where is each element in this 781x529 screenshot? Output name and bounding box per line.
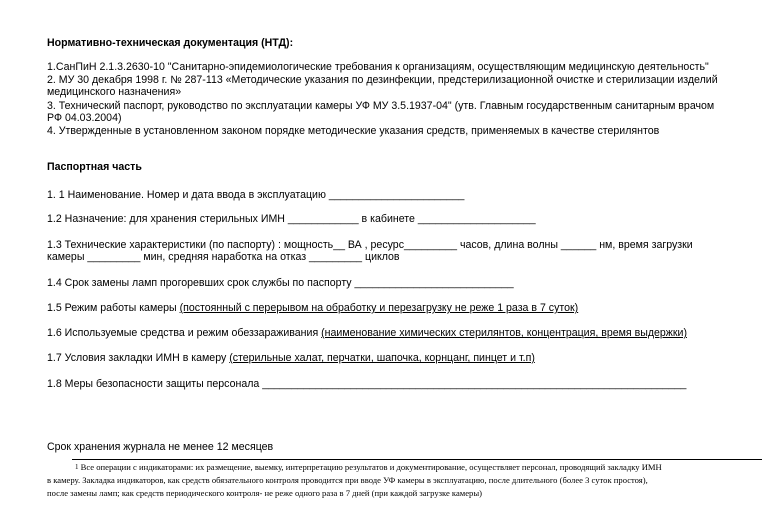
retention-note: Срок хранения журнала не менее 12 месяцев [47, 441, 274, 453]
footnote-line-3: после замены ламп; как средств периодического контроля- не реже одного раза в 7 дней (при каждой загрузке камеры) [47, 488, 482, 498]
ntd-item-3-line-1: 3. Технический паспорт, руководство по эксплуатации камеры УФ МУ 3.5.1937-04" (утв. Главным государственным санитарным врачом [47, 100, 715, 112]
passport-item-1-3-line-2: камеры _________ мин, средняя наработка на отказ _________ циклов [47, 251, 400, 263]
passport-item-1-3-line-1: 1.3 Технические характеристики (по паспорту) : мощность__ ВА , ресурс_________ часов, длина волны ______ нм, время загрузки [47, 239, 693, 251]
passport-item-1-4: 1.4 Срок замены ламп прогоревших срок службы по паспорту ___________________________ [47, 277, 514, 289]
passport-item-1-6-label: 1.6 Используемые средства и режим обеззараживания [47, 327, 322, 339]
footnote-separator [72, 459, 762, 460]
footnote-line-1-text: Все операции с индикаторами: их размещение, выемку, интерпретацию результатов и документирование, осуществляет персонал, проводящий закладку ИМН [78, 462, 662, 472]
ntd-heading: Нормативно-техническая документация (НТД): [47, 37, 294, 49]
passport-item-1-2: 1.2 Назначение: для хранения стерильных ИМН ____________ в кабинете ____________________ [47, 213, 536, 225]
ntd-item-2-line-1: 2. МУ 30 декабря 1998 г. № 287-113 «Методические указания по дезинфекции, предстерилизационной очистке и стерилизации изделий [47, 74, 718, 86]
passport-item-1-5-value: (постоянный с перерывом на обработку и перезагрузку не реже 1 раза в 7 суток) [179, 302, 579, 314]
ntd-item-3-line-2: РФ 04.03.2004) [47, 112, 122, 124]
passport-item-1-8: 1.8 Меры безопасности защиты персонала ________________________________________________________________________ [47, 378, 687, 390]
passport-heading: Паспортная часть [47, 161, 142, 173]
ntd-item-1: 1.СанПиН 2.1.3.2630-10 "Санитарно-эпидемиологические требования к организациям, осуществляющим медицинскую деятельность" [47, 61, 709, 73]
passport-item-1-5 [47, 302, 578, 314]
ntd-item-4: 4. Утвержденные в установленном законом порядке методические указания средств, применяемых в качестве стерилянтов [47, 125, 660, 137]
footnote-line-1 [75, 462, 662, 474]
passport-item-1-1: 1. 1 Наименование. Номер и дата ввода в эксплуатацию _______________________ [47, 189, 465, 201]
passport-item-1-6-value: (наименование химических стерилянтов, концентрация, время выдержки) [321, 327, 687, 339]
passport-item-1-5-label: 1.5 Режим работы камеры [47, 302, 180, 314]
passport-item-1-6 [47, 327, 687, 339]
ntd-item-2-line-2: медицинского назначения» [47, 86, 182, 98]
passport-item-1-7 [47, 352, 535, 364]
footnote-line-2: в камеру. Закладка индикаторов, как средств обязательного контроля проводится при вводе УФ камеры в эксплуатацию, после длительного (более 3 суток простоя), [47, 475, 648, 485]
passport-item-1-7-value: (стерильные халат, перчатки, шапочка, корнцанг, пинцет и т.п) [229, 352, 535, 364]
footnote-marker: 1 [75, 463, 79, 471]
passport-item-1-7-label: 1.7 Условия закладки ИМН в камеру [47, 352, 230, 364]
